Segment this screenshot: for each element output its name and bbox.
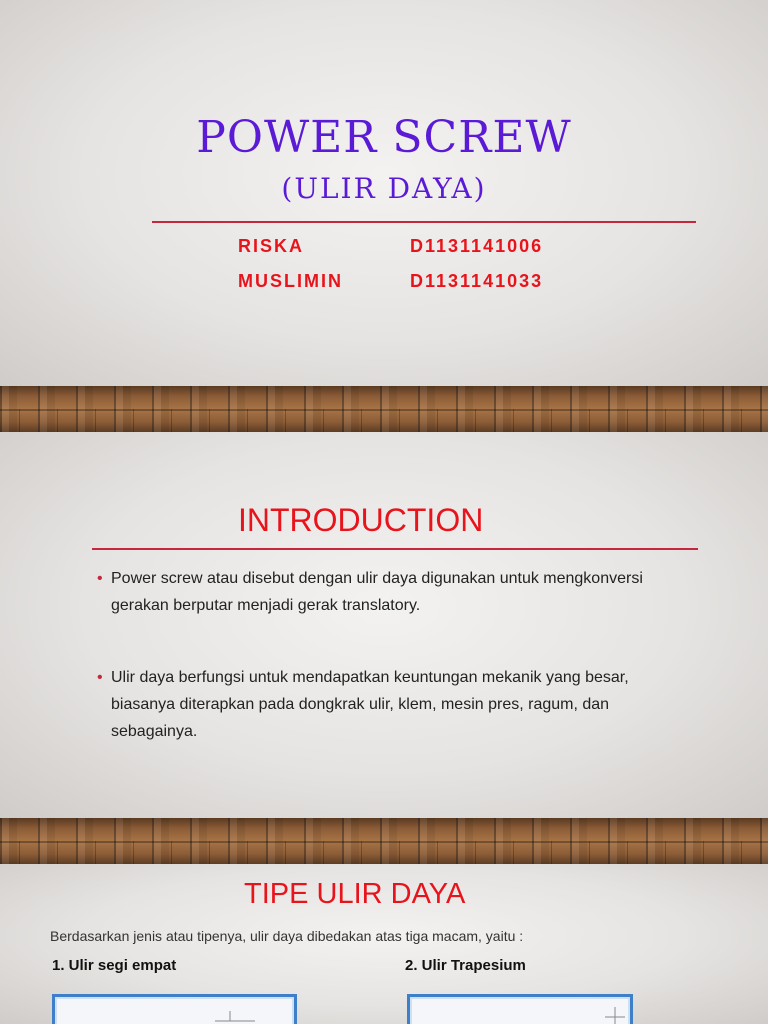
type-label-square: 1. Ulir segi empat: [52, 957, 177, 974]
introduction-divider: [92, 548, 698, 550]
trapezoid-thread-diagram: [407, 994, 633, 1024]
diagram-sketch-icon: [410, 997, 630, 1024]
wood-floor-divider: [0, 386, 768, 432]
introduction-heading: INTRODUCTION: [238, 502, 484, 538]
slide-tipe-ulir-daya: [0, 864, 768, 1024]
bullet-item: [97, 664, 697, 745]
diagram-sketch-icon: [55, 997, 294, 1024]
bullet-text: Power screw atau disebut dengan ulir daya digunakan untuk mengkonversi gerakan berputar menjadi gerak translatory.: [111, 570, 643, 614]
wood-floor-divider: [0, 818, 768, 864]
author-name: MUSLIMIN: [238, 271, 343, 291]
slide-title-heading: POWER SCREW: [196, 112, 572, 163]
type-label-trapezoid: 2. Ulir Trapesium: [405, 957, 526, 974]
slide-subtitle: (ULIR DAYA): [281, 172, 487, 205]
bullet-item: [97, 565, 697, 619]
author-id: D1131141006: [410, 236, 544, 256]
author-name: RISKA: [238, 236, 305, 256]
tipe-description: Berdasarkan jenis atau tipenya, ulir daya dibedakan atas tiga macam, yaitu :: [50, 928, 524, 944]
square-thread-diagram: [52, 994, 297, 1024]
title-divider: [152, 221, 696, 223]
bullet-dot-icon: •: [97, 669, 103, 686]
slide-introduction: [0, 432, 768, 818]
tipe-heading: TIPE ULIR DAYA: [244, 878, 466, 910]
bullet-dot-icon: •: [97, 570, 103, 587]
bullet-text: Ulir daya berfungsi untuk mendapatkan keuntungan mekanik yang besar, biasanya diterapkan pada dongkrak ulir, klem, mesin pres, ragum, dan sebagainya.: [111, 669, 629, 740]
author-id: D1131141033: [410, 271, 544, 291]
slide-title: [0, 0, 768, 386]
